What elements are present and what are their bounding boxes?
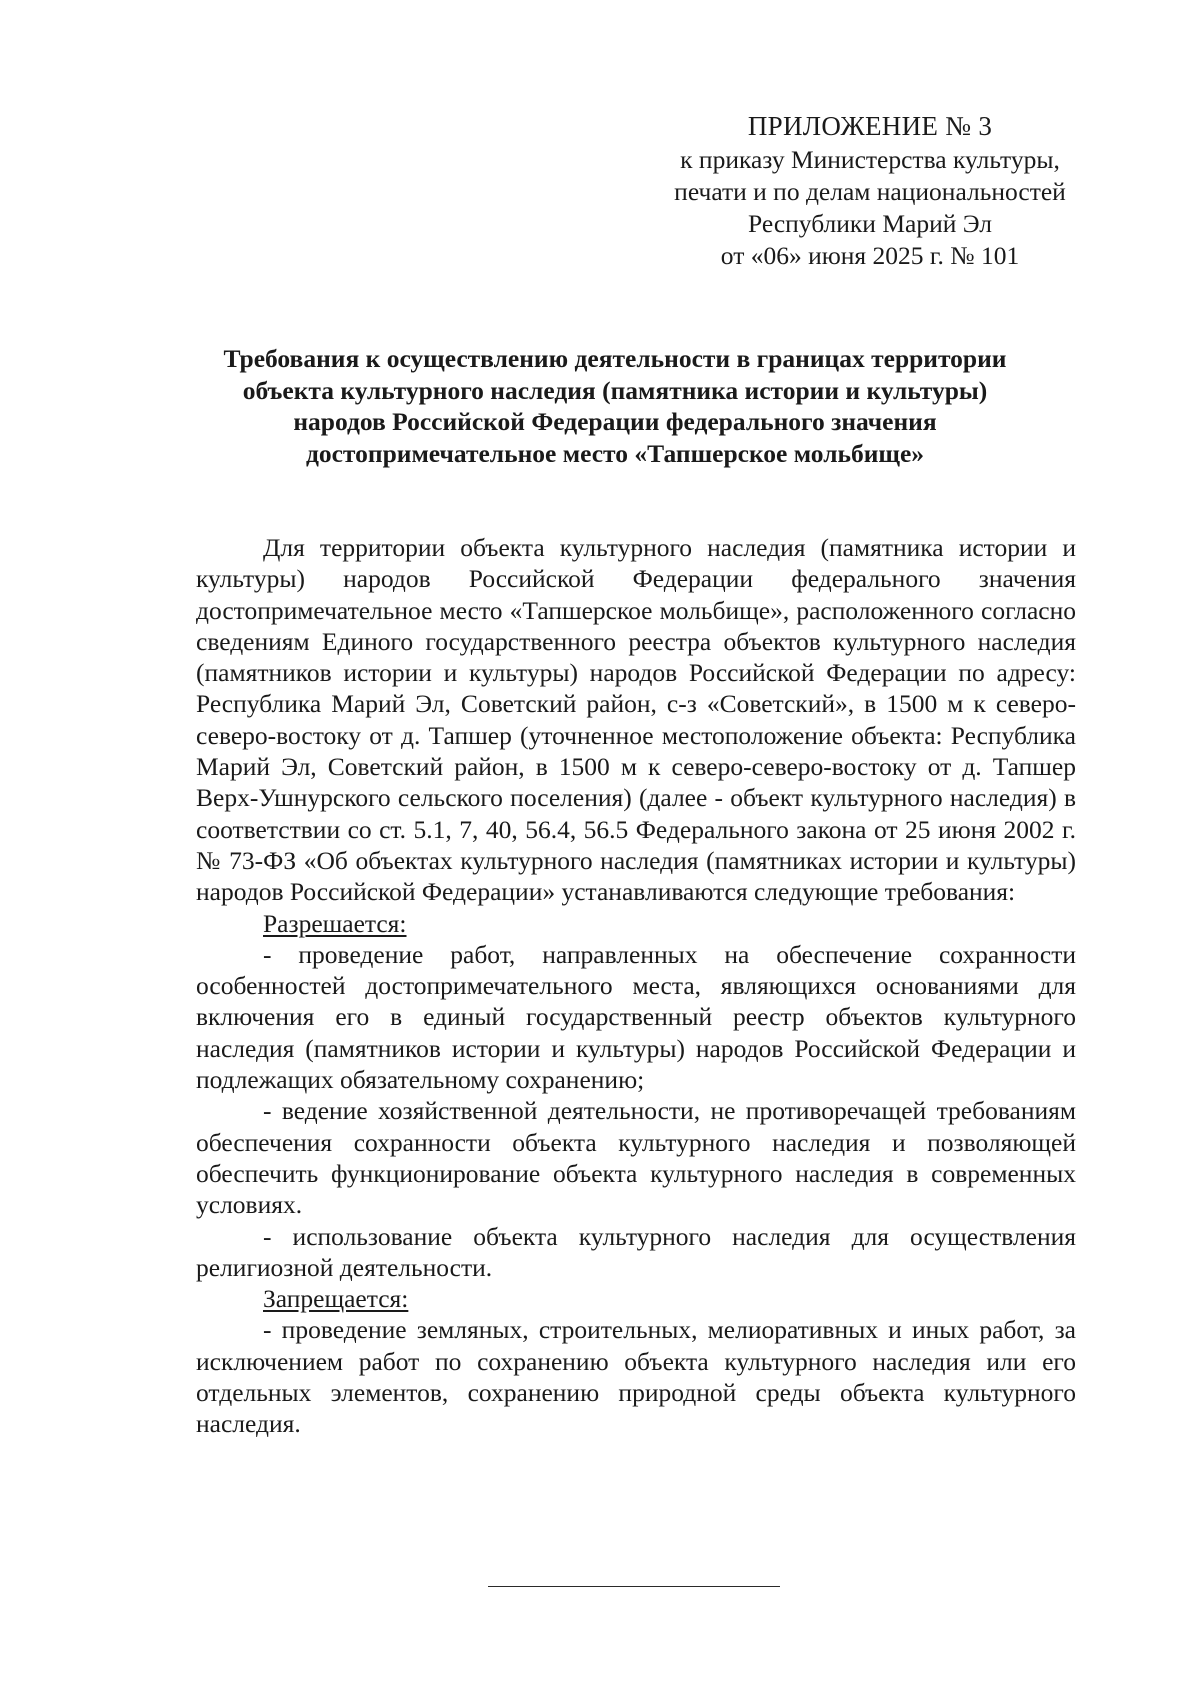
title-line: Требования к осуществлению деятельности в границах территории [223, 344, 1007, 373]
allowed-item: - проведение работ, направленных на обеспечение сохранности особенностей достопримечательного места, являющихся основаниями для включения его в единый государственный реестр объектов культурного наследия (памятников истории и культуры) народов Российской Федерации и подлежащих обязательному сохранению; [196, 939, 1076, 1095]
allowed-item: - использование объекта культурного наследия для осуществления религиозной деятельности. [196, 1221, 1076, 1282]
document-body [196, 532, 1076, 1440]
appendix-ministry-line: печати и по делам национальностей [674, 177, 1066, 206]
allowed-heading: Разрешается: [263, 908, 407, 938]
forbidden-section [196, 1283, 1076, 1314]
document-title [150, 343, 1080, 469]
appendix-date-line: от «06» июня 2025 г. № 101 [720, 241, 1020, 270]
intro-paragraph: Для территории объекта культурного наследия (памятника истории и культуры) народов Российской Федерации федерального значения достопримечательное место «Тапшерское мольбище», расположенного согласно сведениям Единого государственного реестра объектов культурного наследия (памятников истории и культуры) народов Российской Федерации по адресу: Республика Марий Эл, Советский район, с-з «Советский», в 1500 м к северо-северо-востоку от д. Тапшер (уточненное местоположение объекта: Республика Марий Эл, Советский район, в 1500 м к северо-северо-востоку от д. Тапшер Верх-Ушнурского сельского поселения) (далее - объект культурного наследия) в соответствии со ст. 5.1, 7, 40, 56.4, 56.5 Федерального закона от 25 июня 2002 г. № 73-ФЗ «Об объектах культурного наследия (памятниках истории и культуры) народов Российской Федерации» устанавливаются следующие требования: [196, 533, 1076, 907]
allowed-section [196, 908, 1076, 939]
appendix-order-line: к приказу Министерства культуры, [680, 145, 1060, 174]
title-line: объекта культурного наследия (памятника истории и культуры) [242, 375, 988, 405]
title-line: народов Российской Федерации федерального значения [293, 407, 937, 436]
appendix-republic-line: Республики Марий Эл [748, 209, 992, 238]
forbidden-item: - проведение земляных, строительных, мелиоративных и иных работ, за исключением работ по сохранению объекта культурного наследия или его отдельных элементов, сохранению природной среды объекта культурного наследия. [196, 1315, 1076, 1439]
appendix-header [640, 110, 1100, 272]
closing-line [488, 1586, 780, 1587]
allowed-item: - ведение хозяйственной деятельности, не противоречащей требованиям обеспечения сохранности объекта культурного наследия и позволяющей обеспечить функционирование объекта культурного наследия в современных условиях. [196, 1096, 1076, 1220]
title-line: достопримечательное место «Тапшерское мольбище» [305, 438, 925, 468]
appendix-title: ПРИЛОЖЕНИЕ № 3 [747, 111, 993, 141]
forbidden-heading: Запрещается: [263, 1284, 409, 1314]
